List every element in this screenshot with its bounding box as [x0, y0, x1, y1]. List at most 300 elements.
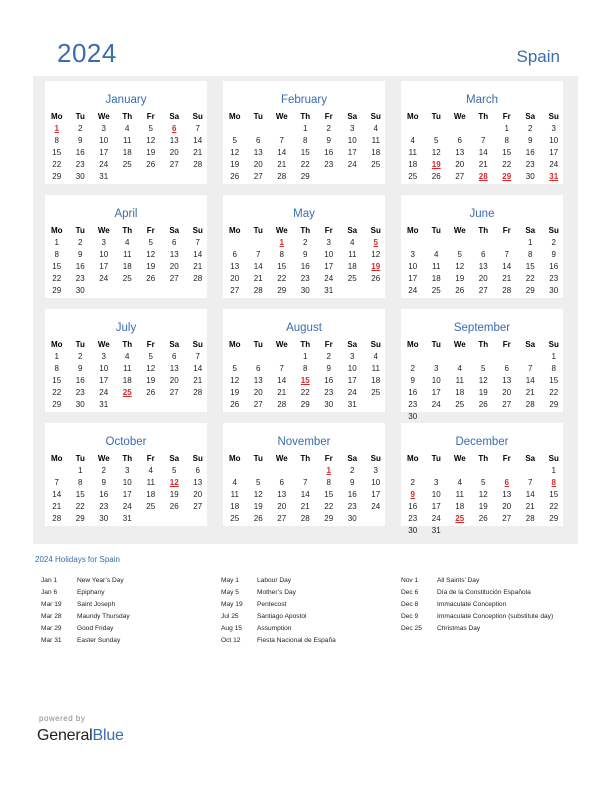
- weekday-label: Mo: [228, 226, 241, 235]
- day-cell: 9: [78, 364, 83, 373]
- day-cell: 27: [193, 502, 203, 511]
- day-cell: 14: [193, 250, 203, 259]
- day-cell: 28: [193, 388, 203, 397]
- day-cell: 26: [478, 400, 488, 409]
- holiday-date: Jul 25: [221, 613, 239, 620]
- day-cell: 20: [478, 274, 488, 283]
- weekday-label: Mo: [228, 454, 241, 463]
- week-row: [401, 351, 563, 363]
- day-cell: 3: [373, 466, 378, 475]
- weekday-label: Th: [478, 226, 489, 235]
- week-row: [401, 261, 563, 273]
- weekday-label: Sa: [169, 226, 180, 235]
- day-cell: 14: [253, 262, 263, 271]
- day-cell: 15: [502, 148, 512, 157]
- day-cell: 28: [525, 400, 535, 409]
- week-row: [223, 135, 385, 147]
- day-cell: 1: [551, 352, 556, 361]
- month-name: March: [466, 94, 498, 106]
- week-row: [223, 363, 385, 375]
- day-cell: 12: [455, 262, 465, 271]
- day-cell: 7: [279, 136, 284, 145]
- holiday-item: [41, 575, 221, 587]
- day-cell: 23: [525, 160, 535, 169]
- day-cell: 29: [549, 400, 559, 409]
- day-cell: 20: [455, 160, 465, 169]
- day-cell: 17: [347, 376, 357, 385]
- weekday-label: Su: [370, 226, 381, 235]
- day-cell: 23: [75, 388, 85, 397]
- day-cell: 3: [101, 124, 106, 133]
- day-cell: 26: [146, 274, 156, 283]
- day-cell: 3: [101, 238, 106, 247]
- day-cell: 4: [148, 466, 153, 475]
- day-cell: 6: [504, 364, 509, 373]
- day-cell: 8: [279, 250, 284, 259]
- day-cell: 19: [253, 502, 263, 511]
- day-cell: 29: [52, 286, 62, 295]
- holiday-name: Fiesta Nacional de España: [257, 637, 336, 644]
- week-row: [223, 147, 385, 159]
- day-cell: 20: [230, 274, 240, 283]
- day-cell: 27: [169, 160, 179, 169]
- day-cell: 19: [230, 388, 240, 397]
- weekday-label: Mo: [406, 454, 419, 463]
- day-cell: 28: [277, 172, 287, 181]
- day-cell: 10: [99, 364, 109, 373]
- day-cell: 4: [373, 352, 378, 361]
- week-row: [45, 351, 207, 363]
- day-cell: 13: [169, 136, 179, 145]
- day-cell: 30: [408, 412, 418, 421]
- weekday-label: We: [275, 340, 288, 349]
- week-row: [401, 273, 563, 285]
- day-cell: 2: [326, 352, 331, 361]
- day-cell: 31: [99, 172, 109, 181]
- day-cell: 10: [324, 250, 334, 259]
- holiday-name: Pentecost: [257, 601, 287, 608]
- day-cell: 17: [99, 376, 109, 385]
- day-cell: 24: [99, 160, 109, 169]
- day-cell: 9: [326, 364, 331, 373]
- week-row: [401, 399, 563, 411]
- day-cell: 14: [300, 490, 310, 499]
- day-cell: 27: [502, 514, 512, 523]
- weekday-header-row: [401, 453, 563, 465]
- day-cell: 19: [478, 388, 488, 397]
- holiday-day-cell: 9: [410, 490, 415, 499]
- day-cell: 7: [279, 364, 284, 373]
- day-cell: 11: [455, 376, 464, 385]
- day-cell: 26: [431, 172, 441, 181]
- day-cell: 17: [431, 388, 441, 397]
- day-cell: 26: [146, 388, 156, 397]
- day-cell: 8: [528, 250, 533, 259]
- week-row: [223, 351, 385, 363]
- day-cell: 29: [75, 514, 85, 523]
- day-cell: 17: [324, 262, 334, 271]
- weekday-label: Th: [300, 454, 311, 463]
- weekday-label: Su: [192, 226, 203, 235]
- week-row: [401, 285, 563, 297]
- holiday-date: Mar 28: [41, 613, 62, 620]
- day-cell: 3: [101, 352, 106, 361]
- day-cell: 16: [300, 262, 310, 271]
- day-cell: 14: [193, 364, 203, 373]
- day-cell: 20: [502, 502, 512, 511]
- day-cell: 25: [431, 286, 441, 295]
- day-cell: 29: [52, 172, 62, 181]
- day-cell: 17: [99, 262, 109, 271]
- day-cell: 6: [195, 466, 200, 475]
- day-cell: 24: [324, 274, 334, 283]
- day-cell: 20: [253, 388, 263, 397]
- day-cell: 6: [457, 136, 462, 145]
- day-cell: 25: [122, 160, 132, 169]
- week-row: [401, 411, 563, 423]
- day-cell: 10: [408, 262, 418, 271]
- day-cell: 6: [481, 250, 486, 259]
- month-june: [401, 195, 563, 298]
- day-cell: 22: [502, 160, 512, 169]
- day-cell: 9: [551, 250, 556, 259]
- day-cell: 7: [195, 352, 200, 361]
- day-cell: 19: [230, 160, 240, 169]
- week-row: [45, 147, 207, 159]
- weekday-label: We: [453, 340, 466, 349]
- weekday-label: Fr: [324, 226, 333, 235]
- holiday-name: Immaculate Conception (substitute day): [437, 613, 554, 620]
- day-cell: 26: [455, 286, 465, 295]
- day-cell: 4: [125, 352, 130, 361]
- day-cell: 6: [172, 238, 177, 247]
- holiday-date: Aug 15: [221, 625, 242, 632]
- day-cell: 2: [410, 364, 415, 373]
- week-row: [223, 513, 385, 525]
- week-row: [45, 123, 207, 135]
- day-cell: 27: [277, 514, 287, 523]
- day-cell: 13: [230, 262, 240, 271]
- holiday-day-cell: 6: [172, 124, 177, 133]
- day-cell: 12: [371, 250, 381, 259]
- day-cell: 14: [193, 136, 203, 145]
- day-cell: 26: [146, 160, 156, 169]
- holiday-date: Dec 6: [401, 589, 419, 596]
- holiday-day-cell: 19: [431, 160, 441, 169]
- day-cell: 20: [253, 160, 263, 169]
- day-cell: 28: [300, 514, 310, 523]
- day-cell: 28: [277, 400, 287, 409]
- weekday-header-row: [45, 453, 207, 465]
- week-row: [223, 387, 385, 399]
- day-cell: 4: [373, 124, 378, 133]
- holiday-name: Good Friday: [77, 625, 114, 632]
- day-cell: 27: [169, 388, 179, 397]
- powered-by-text: powered by: [39, 714, 86, 723]
- weekday-label: Fr: [502, 454, 511, 463]
- holiday-name: Easter Sunday: [77, 637, 121, 644]
- weekday-label: We: [453, 454, 466, 463]
- day-cell: 11: [123, 250, 132, 259]
- day-cell: 5: [148, 352, 153, 361]
- day-cell: 5: [172, 466, 177, 475]
- day-cell: 1: [303, 124, 308, 133]
- weekday-label: Tu: [431, 454, 441, 463]
- day-cell: 27: [253, 400, 263, 409]
- weekday-label: Su: [370, 340, 381, 349]
- day-cell: 3: [350, 124, 355, 133]
- day-cell: 19: [455, 274, 465, 283]
- day-cell: 1: [54, 238, 59, 247]
- day-cell: 1: [551, 466, 556, 475]
- week-row: [45, 501, 207, 513]
- weekday-label: We: [275, 226, 288, 235]
- day-cell: 11: [408, 148, 417, 157]
- day-cell: 18: [347, 262, 357, 271]
- day-cell: 4: [125, 238, 130, 247]
- day-cell: 11: [123, 136, 132, 145]
- month-name: June: [469, 208, 495, 220]
- week-row: [223, 489, 385, 501]
- holiday-name: Saint Joseph: [77, 601, 116, 608]
- holiday-name: Maundy Thursday: [77, 613, 130, 620]
- day-cell: 22: [324, 502, 334, 511]
- day-cell: 30: [300, 286, 310, 295]
- holiday-item: [401, 587, 581, 599]
- day-cell: 21: [277, 388, 287, 397]
- month-september: [401, 309, 563, 421]
- holiday-date: Mar 31: [41, 637, 62, 644]
- day-cell: 4: [434, 250, 439, 259]
- day-cell: 12: [230, 376, 240, 385]
- weekday-label: Tu: [431, 112, 441, 121]
- day-cell: 24: [99, 274, 109, 283]
- weekday-label: Tu: [75, 454, 85, 463]
- weekday-label: Th: [478, 454, 489, 463]
- weekday-label: Tu: [253, 112, 263, 121]
- day-cell: 17: [347, 148, 357, 157]
- day-cell: 27: [169, 274, 179, 283]
- week-row: [45, 363, 207, 375]
- day-cell: 17: [371, 490, 381, 499]
- day-cell: 28: [52, 514, 62, 523]
- month-name: May: [293, 208, 315, 220]
- holiday-item: [401, 623, 581, 635]
- day-cell: 16: [324, 148, 334, 157]
- day-cell: 5: [481, 364, 486, 373]
- day-cell: 30: [75, 172, 85, 181]
- day-cell: 5: [457, 250, 462, 259]
- day-cell: 16: [408, 502, 418, 511]
- weekday-label: Fr: [146, 226, 155, 235]
- day-cell: 1: [303, 352, 308, 361]
- weekday-label: Th: [300, 340, 311, 349]
- day-cell: 21: [502, 274, 512, 283]
- month-november: [223, 423, 385, 526]
- day-cell: 5: [232, 136, 237, 145]
- day-cell: 24: [347, 160, 357, 169]
- holiday-date: Dec 8: [401, 601, 419, 608]
- holiday-name: Assumption: [257, 625, 292, 632]
- holiday-name: Santiago Apostol: [257, 613, 307, 620]
- day-cell: 21: [193, 262, 203, 271]
- holiday-item: [41, 611, 221, 623]
- holiday-day-cell: 15: [300, 376, 310, 385]
- holiday-date: Dec 9: [401, 613, 419, 620]
- day-cell: 27: [230, 286, 240, 295]
- holiday-day-cell: 1: [54, 124, 59, 133]
- day-cell: 9: [78, 136, 83, 145]
- holiday-date: Dec 25: [401, 625, 422, 632]
- day-cell: 21: [277, 160, 287, 169]
- day-cell: 15: [52, 376, 62, 385]
- day-cell: 3: [434, 478, 439, 487]
- day-cell: 3: [434, 364, 439, 373]
- weekday-header-row: [45, 339, 207, 351]
- weekday-label: Sa: [525, 226, 536, 235]
- day-cell: 11: [230, 490, 239, 499]
- holiday-date: May 19: [221, 601, 243, 608]
- week-row: [45, 285, 207, 297]
- weekday-label: Fr: [324, 340, 333, 349]
- day-cell: 9: [410, 376, 415, 385]
- weekday-label: Th: [122, 226, 133, 235]
- day-cell: 1: [528, 238, 533, 247]
- day-cell: 8: [551, 364, 556, 373]
- day-cell: 19: [169, 490, 179, 499]
- day-cell: 22: [549, 502, 559, 511]
- day-cell: 9: [303, 250, 308, 259]
- week-row: [45, 375, 207, 387]
- holiday-item: [221, 575, 401, 587]
- weekday-label: Fr: [146, 340, 155, 349]
- calendar-grid: [33, 76, 578, 544]
- day-cell: 29: [277, 286, 287, 295]
- week-row: [401, 489, 563, 501]
- week-row: [45, 489, 207, 501]
- day-cell: 9: [78, 250, 83, 259]
- day-cell: 26: [371, 274, 381, 283]
- holiday-day-cell: 25: [455, 514, 465, 523]
- weekday-header-row: [45, 225, 207, 237]
- day-cell: 18: [371, 148, 381, 157]
- generalblue-logo[interactable]: [37, 727, 124, 745]
- day-cell: 22: [52, 274, 62, 283]
- weekday-label: Sa: [169, 340, 180, 349]
- day-cell: 7: [528, 364, 533, 373]
- holiday-item: [401, 611, 581, 623]
- holiday-date: Jan 1: [41, 577, 58, 584]
- day-cell: 27: [478, 286, 488, 295]
- day-cell: 28: [525, 514, 535, 523]
- holiday-item: [401, 575, 581, 587]
- holiday-day-cell: 5: [373, 238, 378, 247]
- month-july: [45, 309, 207, 412]
- day-cell: 13: [478, 262, 488, 271]
- holiday-name: Immaculate Conception: [437, 601, 507, 608]
- month-march: [401, 81, 563, 184]
- day-cell: 12: [230, 148, 240, 157]
- day-cell: 29: [52, 400, 62, 409]
- day-cell: 18: [455, 502, 465, 511]
- weekday-header-row: [401, 111, 563, 123]
- month-december: [401, 423, 563, 535]
- holiday-name: New Year’s Day: [77, 577, 124, 584]
- holiday-date: Mar 19: [41, 601, 62, 608]
- day-cell: 12: [146, 250, 156, 259]
- day-cell: 10: [99, 250, 109, 259]
- day-cell: 1: [78, 466, 83, 475]
- day-cell: 4: [410, 136, 415, 145]
- weekday-label: We: [275, 112, 288, 121]
- day-cell: 15: [277, 262, 287, 271]
- day-cell: 26: [253, 514, 263, 523]
- holiday-item: [41, 599, 221, 611]
- day-cell: 21: [52, 502, 62, 511]
- day-cell: 27: [502, 400, 512, 409]
- week-row: [223, 237, 385, 249]
- day-cell: 24: [371, 502, 381, 511]
- day-cell: 7: [303, 478, 308, 487]
- weekday-label: Th: [478, 112, 489, 121]
- weekday-header-row: [401, 225, 563, 237]
- month-name: July: [115, 322, 137, 334]
- weekday-label: Th: [122, 454, 133, 463]
- week-row: [401, 387, 563, 399]
- day-cell: 18: [230, 502, 240, 511]
- weekday-label: Sa: [347, 340, 358, 349]
- day-cell: 5: [148, 238, 153, 247]
- weekday-label: Sa: [169, 454, 180, 463]
- week-row: [223, 285, 385, 297]
- holiday-item: [221, 611, 401, 623]
- month-name: November: [277, 436, 331, 448]
- holiday-name: Día de la Constitución Española: [437, 589, 531, 596]
- day-cell: 23: [75, 274, 85, 283]
- weekday-label: Fr: [502, 226, 511, 235]
- holiday-day-cell: 28: [478, 172, 488, 181]
- day-cell: 25: [230, 514, 240, 523]
- day-cell: 23: [324, 160, 334, 169]
- weekday-label: We: [275, 454, 288, 463]
- day-cell: 11: [371, 136, 380, 145]
- weekday-label: Tu: [75, 112, 85, 121]
- holiday-date: Jan 6: [41, 589, 58, 596]
- week-row: [401, 237, 563, 249]
- holiday-item: [221, 599, 401, 611]
- day-cell: 6: [279, 478, 284, 487]
- weekday-header-row: [223, 339, 385, 351]
- day-cell: 15: [75, 490, 85, 499]
- day-cell: 8: [54, 136, 59, 145]
- weekday-label: Su: [548, 226, 559, 235]
- week-row: [401, 465, 563, 477]
- day-cell: 24: [549, 160, 559, 169]
- holiday-date: Mar 29: [41, 625, 62, 632]
- week-row: [45, 135, 207, 147]
- week-row: [401, 513, 563, 525]
- day-cell: 2: [410, 478, 415, 487]
- day-cell: 22: [525, 274, 535, 283]
- day-cell: 13: [277, 490, 287, 499]
- holiday-name: All Saints’ Day: [437, 577, 480, 584]
- weekday-label: Mo: [228, 112, 241, 121]
- day-cell: 21: [478, 160, 488, 169]
- holiday-name: Epiphany: [77, 589, 105, 596]
- week-row: [223, 249, 385, 261]
- day-cell: 31: [99, 400, 109, 409]
- day-cell: 21: [525, 502, 535, 511]
